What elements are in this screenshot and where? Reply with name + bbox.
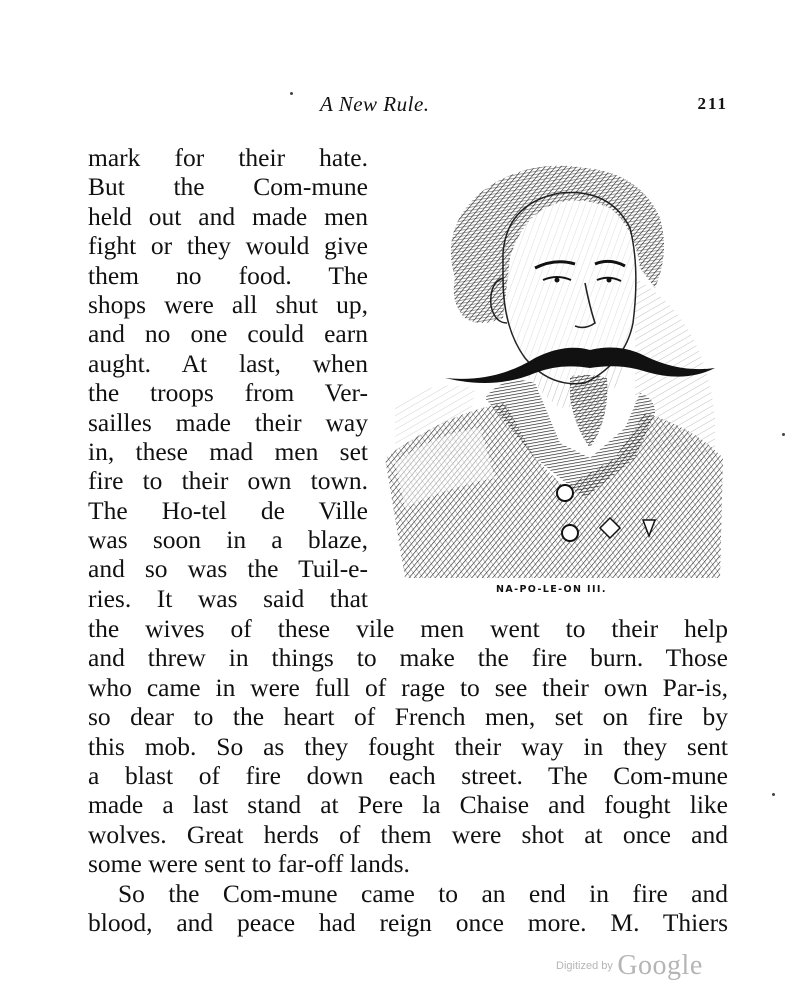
text-line: some were sent to far-off lands.: [88, 849, 410, 879]
scan-speck: [782, 433, 785, 436]
text-line: was soon in a blaze,: [88, 525, 368, 555]
text-line: the wives of these vile men went to their help: [88, 614, 728, 643]
text-line: made a last stand at Pere la Chaise and fought like: [88, 790, 728, 820]
text-line: in, these mad men set: [88, 436, 368, 466]
scan-speck: [772, 793, 775, 796]
text-line: so dear to the heart of French men, set on fire by: [88, 702, 728, 732]
text-line: mark for their hate.: [88, 143, 368, 172]
digitized-watermark: [556, 950, 703, 980]
full-width-text: [88, 614, 728, 937]
paragraph-start-line: So the Com-mune came to an end in fire and: [118, 878, 728, 908]
text-line: the troops from Ver-: [88, 378, 368, 408]
scan-speck: [290, 92, 293, 95]
text-line: them no food. The: [88, 260, 368, 290]
running-title: A New Rule.: [320, 92, 430, 116]
text-line: and threw in things to make the fire burn. Those: [88, 643, 728, 673]
text-line: The Ho-tel de Ville: [88, 495, 368, 525]
text-line: and so was the Tuil-e-: [88, 554, 368, 584]
google-logo: Google: [617, 950, 703, 981]
portrait-figure: [385, 158, 725, 578]
figure-caption: NA-PO-LE-ON III.: [496, 584, 607, 595]
text-line: aught. At last, when: [88, 348, 368, 378]
text-line: shops were all shut up,: [88, 289, 368, 319]
text-line: a blast of fire down each street. The Com-mune: [88, 760, 728, 790]
text-line: fire to their own town.: [88, 466, 368, 496]
text-line: this mob. So as they fought their way in they sent: [88, 731, 728, 761]
text-line: ries. It was said that: [88, 583, 368, 613]
text-line: fight or they would give: [88, 231, 368, 261]
text-line: and no one could earn: [88, 319, 368, 349]
text-line: But the Com-mune: [88, 172, 368, 202]
text-line: wolves. Great herds of them were shot at once and: [88, 819, 728, 849]
text-line: sailles made their way: [88, 407, 368, 437]
portrait-engraving: [385, 158, 725, 578]
text-line: who came in were full of rage to see their own Par-is,: [88, 672, 728, 702]
text-line: held out and made men: [88, 201, 368, 231]
watermark-prefix: Digitized by: [556, 960, 613, 972]
page-number: 211: [697, 94, 728, 113]
narrow-column-text: [88, 143, 368, 613]
running-head: [88, 92, 728, 118]
text-line: blood, and peace had reign once more. M. Thiers: [88, 907, 728, 937]
